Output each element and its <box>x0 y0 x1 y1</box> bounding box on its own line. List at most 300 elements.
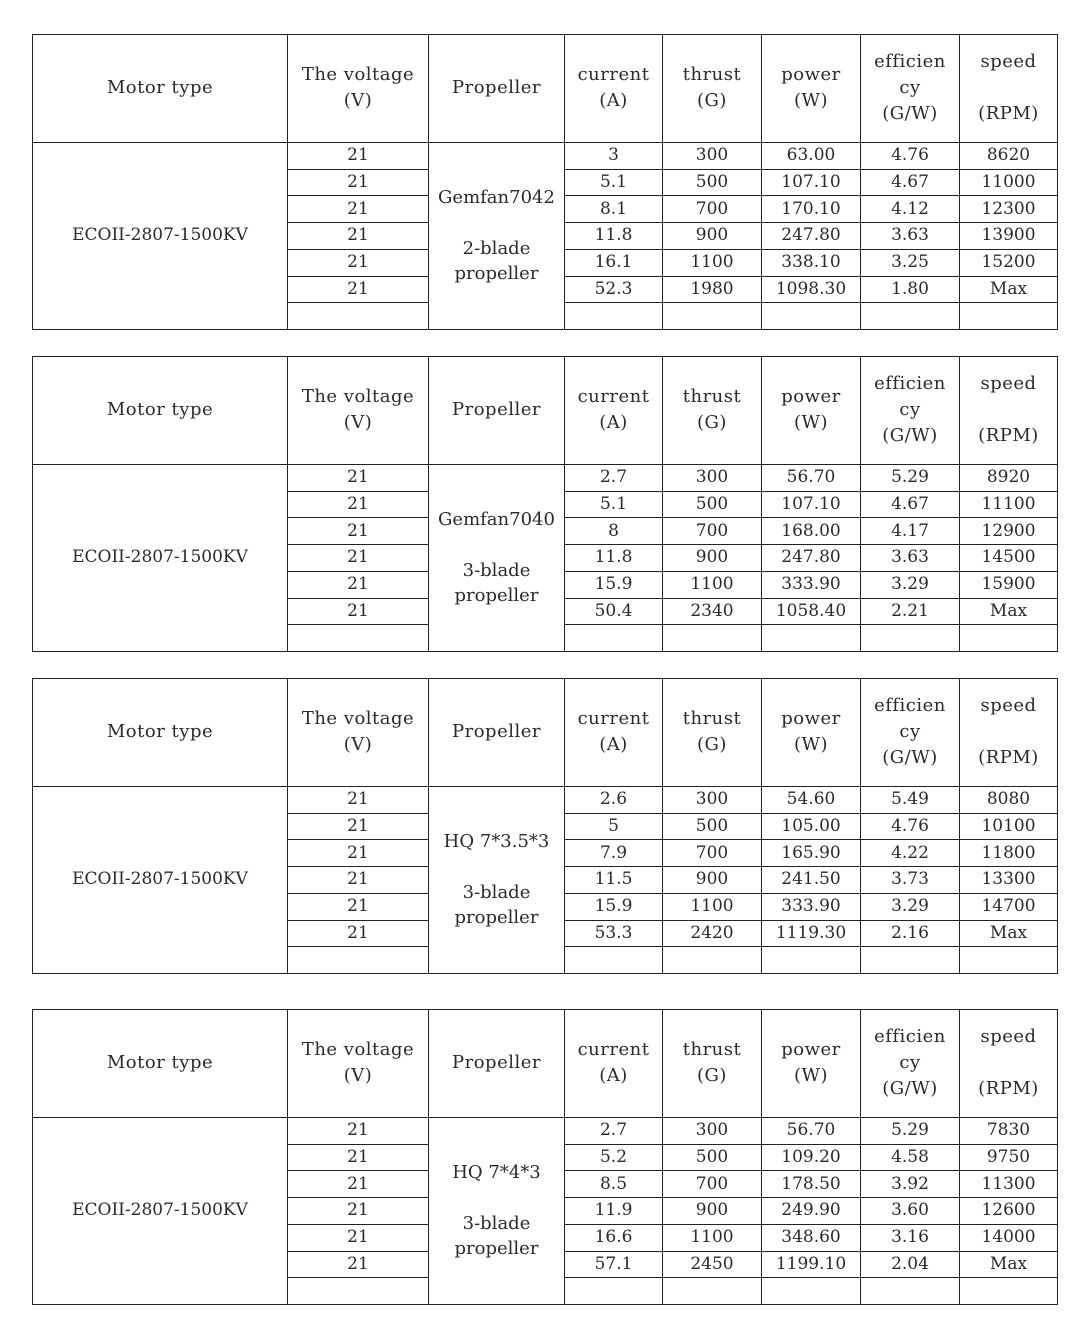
efficiency-cell: 3.73 <box>861 867 960 894</box>
header-text-line: (A) <box>599 90 628 112</box>
speed-cell: 10100 <box>960 813 1058 840</box>
power-cell: 338.10 <box>762 249 861 276</box>
header-current <box>565 679 663 787</box>
table-row <box>33 786 1058 813</box>
current-cell <box>565 625 663 652</box>
thrust-cell: 500 <box>663 169 762 196</box>
header-text-line: thrust <box>682 1039 742 1061</box>
thrust-cell: 1100 <box>663 893 762 920</box>
speed-cell: Max <box>960 598 1058 625</box>
speed-cell: 11000 <box>960 169 1058 196</box>
efficiency-cell <box>861 947 960 974</box>
header-power <box>762 357 861 465</box>
voltage-cell: 21 <box>288 1171 429 1198</box>
thrust-cell: 700 <box>663 196 762 223</box>
thrust-cell: 2340 <box>663 598 762 625</box>
header-efficiency <box>861 679 960 787</box>
thrust-cell: 900 <box>663 545 762 572</box>
header-motor-type <box>33 1010 288 1118</box>
efficiency-cell: 4.76 <box>861 142 960 169</box>
power-cell: 1098.30 <box>762 276 861 303</box>
table-row <box>33 142 1058 169</box>
efficiency-cell: 3.29 <box>861 893 960 920</box>
speed-cell <box>960 303 1058 330</box>
current-cell: 8 <box>565 518 663 545</box>
header-power <box>762 35 861 143</box>
header-propeller <box>429 1010 565 1118</box>
current-cell: 3 <box>565 142 663 169</box>
header-text-line: speed <box>980 1026 1037 1048</box>
power-cell: 54.60 <box>762 786 861 813</box>
speed-cell: 13300 <box>960 867 1058 894</box>
header-voltage <box>288 679 429 787</box>
current-cell: 57.1 <box>565 1251 663 1278</box>
power-cell: 247.80 <box>762 545 861 572</box>
header-text-line: thrust <box>682 386 742 408</box>
header-text-line: Motor type <box>106 77 214 99</box>
header-propeller <box>429 357 565 465</box>
header-text-line: current <box>577 1039 650 1061</box>
voltage-cell: 21 <box>288 249 429 276</box>
thrust-cell <box>663 303 762 330</box>
power-cell: 165.90 <box>762 840 861 867</box>
power-cell: 247.80 <box>762 223 861 250</box>
header-text-line: (G/W) <box>882 747 938 769</box>
power-cell: 109.20 <box>762 1144 861 1171</box>
header-text-line: (W) <box>793 1065 829 1087</box>
current-cell: 5 <box>565 813 663 840</box>
table-header-row <box>33 679 1058 787</box>
power-cell <box>762 947 861 974</box>
header-text-line: power <box>781 1039 841 1061</box>
voltage-cell: 21 <box>288 1224 429 1251</box>
header-text-line: (G) <box>697 90 727 112</box>
header-current <box>565 1010 663 1118</box>
efficiency-cell: 4.67 <box>861 169 960 196</box>
propeller-blade-count: 3-blade <box>462 560 531 582</box>
speed-cell: 9750 <box>960 1144 1058 1171</box>
propeller-name: HQ 7*3.5*3 <box>443 831 550 853</box>
header-text-line: current <box>577 64 650 86</box>
header-text-line: Propeller <box>452 721 541 743</box>
header-text-line: (V) <box>343 90 373 112</box>
header-text-line: (RPM) <box>978 103 1039 125</box>
motor-test-table <box>32 678 1058 974</box>
power-cell: 333.90 <box>762 893 861 920</box>
speed-cell: 14000 <box>960 1224 1058 1251</box>
propeller-type-label: propeller <box>454 263 539 285</box>
current-cell: 5.1 <box>565 491 663 518</box>
propeller-type-label: propeller <box>454 585 539 607</box>
power-cell <box>762 1278 861 1305</box>
speed-cell: 12600 <box>960 1198 1058 1225</box>
power-cell: 348.60 <box>762 1224 861 1251</box>
header-text-line: efficien <box>874 373 946 395</box>
efficiency-cell: 3.29 <box>861 571 960 598</box>
header-speed <box>960 357 1058 465</box>
header-text-line: (V) <box>343 734 373 756</box>
header-text-line: The voltage <box>301 386 415 408</box>
voltage-cell: 21 <box>288 545 429 572</box>
thrust-cell: 500 <box>663 1144 762 1171</box>
header-text-line: (G/W) <box>882 103 938 125</box>
current-cell: 7.9 <box>565 840 663 867</box>
header-text-line: (A) <box>599 1065 628 1087</box>
efficiency-cell: 4.58 <box>861 1144 960 1171</box>
thrust-cell: 300 <box>663 464 762 491</box>
header-text-line: Motor type <box>106 721 214 743</box>
table-header-row <box>33 1010 1058 1118</box>
speed-cell: 8080 <box>960 786 1058 813</box>
header-text-line: efficien <box>874 1026 946 1048</box>
header-text-line: thrust <box>682 64 742 86</box>
header-text-line <box>960 75 1057 101</box>
thrust-cell: 700 <box>663 518 762 545</box>
speed-cell: 15200 <box>960 249 1058 276</box>
header-power <box>762 679 861 787</box>
voltage-cell: 21 <box>288 598 429 625</box>
propeller-type-label: propeller <box>454 1238 539 1260</box>
power-cell: 107.10 <box>762 169 861 196</box>
current-cell: 2.6 <box>565 786 663 813</box>
thrust-cell: 900 <box>663 1198 762 1225</box>
efficiency-cell: 2.04 <box>861 1251 960 1278</box>
propeller-cell <box>429 464 565 651</box>
thrust-cell <box>663 1278 762 1305</box>
table-row <box>33 1117 1058 1144</box>
header-text-line: current <box>577 386 650 408</box>
power-cell: 107.10 <box>762 491 861 518</box>
propeller-spacer <box>429 210 564 236</box>
propeller-spacer <box>429 854 564 880</box>
header-text-line: (W) <box>793 90 829 112</box>
power-cell: 63.00 <box>762 142 861 169</box>
header-power <box>762 1010 861 1118</box>
header-text-line: Motor type <box>106 399 214 421</box>
header-text-line: (G) <box>697 1065 727 1087</box>
header-text-line: cy <box>899 721 921 743</box>
header-text-line: cy <box>899 1052 921 1074</box>
header-thrust <box>663 1010 762 1118</box>
efficiency-cell: 3.16 <box>861 1224 960 1251</box>
thrust-cell: 900 <box>663 223 762 250</box>
speed-cell: 15900 <box>960 571 1058 598</box>
current-cell: 2.7 <box>565 464 663 491</box>
speed-cell <box>960 625 1058 652</box>
header-text-line: The voltage <box>301 708 415 730</box>
header-speed <box>960 35 1058 143</box>
propeller-cell <box>429 786 565 973</box>
current-cell: 15.9 <box>565 893 663 920</box>
header-text-line: power <box>781 64 841 86</box>
voltage-cell: 21 <box>288 491 429 518</box>
thrust-cell: 500 <box>663 491 762 518</box>
header-text-line: Propeller <box>452 399 541 421</box>
efficiency-cell: 5.29 <box>861 1117 960 1144</box>
header-voltage <box>288 35 429 143</box>
speed-cell: 11800 <box>960 840 1058 867</box>
thrust-cell: 300 <box>663 786 762 813</box>
header-text-line: speed <box>980 695 1037 717</box>
efficiency-cell: 4.12 <box>861 196 960 223</box>
speed-cell: 12300 <box>960 196 1058 223</box>
header-motor-type <box>33 679 288 787</box>
efficiency-cell: 3.63 <box>861 545 960 572</box>
power-cell: 105.00 <box>762 813 861 840</box>
header-efficiency <box>861 357 960 465</box>
propeller-name: Gemfan7040 <box>438 509 555 531</box>
header-text-line: (V) <box>343 412 373 434</box>
header-text-line: efficien <box>874 51 946 73</box>
thrust-cell: 700 <box>663 840 762 867</box>
header-text-line: (W) <box>793 734 829 756</box>
efficiency-cell: 3.63 <box>861 223 960 250</box>
current-cell <box>565 947 663 974</box>
header-text-line: The voltage <box>301 64 415 86</box>
header-propeller <box>429 679 565 787</box>
current-cell: 5.1 <box>565 169 663 196</box>
propeller-cell <box>429 1117 565 1304</box>
power-cell: 170.10 <box>762 196 861 223</box>
header-text-line: power <box>781 386 841 408</box>
table-header-row <box>33 35 1058 143</box>
voltage-cell: 21 <box>288 518 429 545</box>
voltage-cell <box>288 303 429 330</box>
power-cell: 178.50 <box>762 1171 861 1198</box>
voltage-cell <box>288 625 429 652</box>
motor-type-cell: ECOII-2807-1500KV <box>33 786 288 973</box>
current-cell: 53.3 <box>565 920 663 947</box>
thrust-cell <box>663 625 762 652</box>
voltage-cell <box>288 1278 429 1305</box>
current-cell: 16.1 <box>565 249 663 276</box>
table-header-row <box>33 357 1058 465</box>
header-propeller <box>429 35 565 143</box>
voltage-cell: 21 <box>288 276 429 303</box>
header-current <box>565 357 663 465</box>
speed-cell: Max <box>960 276 1058 303</box>
header-text-line: Motor type <box>106 1052 214 1074</box>
voltage-cell <box>288 947 429 974</box>
current-cell: 11.8 <box>565 223 663 250</box>
thrust-cell: 2450 <box>663 1251 762 1278</box>
current-cell: 50.4 <box>565 598 663 625</box>
header-text-line <box>960 397 1057 423</box>
voltage-cell: 21 <box>288 1117 429 1144</box>
header-text-line: (G/W) <box>882 1078 938 1100</box>
voltage-cell: 21 <box>288 223 429 250</box>
efficiency-cell <box>861 303 960 330</box>
propeller-spacer <box>429 1185 564 1211</box>
power-cell: 1119.30 <box>762 920 861 947</box>
propeller-spacer <box>429 532 564 558</box>
current-cell: 5.2 <box>565 1144 663 1171</box>
header-text-line: cy <box>899 77 921 99</box>
current-cell: 11.9 <box>565 1198 663 1225</box>
power-cell <box>762 625 861 652</box>
voltage-cell: 21 <box>288 196 429 223</box>
thrust-cell: 300 <box>663 142 762 169</box>
header-speed <box>960 1010 1058 1118</box>
voltage-cell: 21 <box>288 169 429 196</box>
current-cell: 52.3 <box>565 276 663 303</box>
thrust-cell: 2420 <box>663 920 762 947</box>
header-current <box>565 35 663 143</box>
efficiency-cell: 3.92 <box>861 1171 960 1198</box>
motor-test-table <box>32 1009 1058 1305</box>
voltage-cell: 21 <box>288 867 429 894</box>
efficiency-cell: 5.49 <box>861 786 960 813</box>
header-motor-type <box>33 357 288 465</box>
header-efficiency <box>861 1010 960 1118</box>
header-text-line: Propeller <box>452 1052 541 1074</box>
header-text-line: (G) <box>697 734 727 756</box>
thrust-cell: 500 <box>663 813 762 840</box>
thrust-cell: 700 <box>663 1171 762 1198</box>
speed-cell: 8620 <box>960 142 1058 169</box>
voltage-cell: 21 <box>288 920 429 947</box>
header-text-line: (RPM) <box>978 425 1039 447</box>
voltage-cell: 21 <box>288 1198 429 1225</box>
header-speed <box>960 679 1058 787</box>
motor-test-table <box>32 34 1058 330</box>
propeller-type-label: propeller <box>454 907 539 929</box>
propeller-name: Gemfan7042 <box>438 187 555 209</box>
propeller-name: HQ 7*4*3 <box>452 1162 541 1184</box>
motor-type-cell: ECOII-2807-1500KV <box>33 464 288 651</box>
motor-test-table <box>32 356 1058 652</box>
header-text-line: Propeller <box>452 77 541 99</box>
header-text-line: efficien <box>874 695 946 717</box>
current-cell: 15.9 <box>565 571 663 598</box>
speed-cell: Max <box>960 1251 1058 1278</box>
header-text-line: current <box>577 708 650 730</box>
speed-cell <box>960 1278 1058 1305</box>
power-cell: 1058.40 <box>762 598 861 625</box>
header-efficiency <box>861 35 960 143</box>
propeller-blade-count: 2-blade <box>462 238 531 260</box>
speed-cell: 11300 <box>960 1171 1058 1198</box>
voltage-cell: 21 <box>288 1144 429 1171</box>
motor-type-cell: ECOII-2807-1500KV <box>33 1117 288 1304</box>
speed-cell: 8920 <box>960 464 1058 491</box>
power-cell: 1199.10 <box>762 1251 861 1278</box>
power-cell: 56.70 <box>762 464 861 491</box>
efficiency-cell: 5.29 <box>861 464 960 491</box>
power-cell: 249.90 <box>762 1198 861 1225</box>
voltage-cell: 21 <box>288 893 429 920</box>
efficiency-cell: 1.80 <box>861 276 960 303</box>
thrust-cell: 1100 <box>663 1224 762 1251</box>
thrust-cell: 1100 <box>663 249 762 276</box>
propeller-blade-count: 3-blade <box>462 1213 531 1235</box>
efficiency-cell: 4.17 <box>861 518 960 545</box>
thrust-cell: 1100 <box>663 571 762 598</box>
power-cell: 333.90 <box>762 571 861 598</box>
header-text-line: (G) <box>697 412 727 434</box>
speed-cell: 12900 <box>960 518 1058 545</box>
propeller-cell <box>429 142 565 329</box>
header-text-line: speed <box>980 51 1037 73</box>
efficiency-cell: 4.22 <box>861 840 960 867</box>
efficiency-cell: 4.67 <box>861 491 960 518</box>
header-text-line: speed <box>980 373 1037 395</box>
header-voltage <box>288 1010 429 1118</box>
efficiency-cell: 2.16 <box>861 920 960 947</box>
efficiency-cell: 3.25 <box>861 249 960 276</box>
header-thrust <box>663 679 762 787</box>
power-cell: 241.50 <box>762 867 861 894</box>
current-cell: 8.1 <box>565 196 663 223</box>
current-cell <box>565 303 663 330</box>
header-text-line: (V) <box>343 1065 373 1087</box>
voltage-cell: 21 <box>288 840 429 867</box>
speed-cell: 13900 <box>960 223 1058 250</box>
header-text-line: (W) <box>793 412 829 434</box>
header-text-line <box>960 719 1057 745</box>
voltage-cell: 21 <box>288 571 429 598</box>
header-text-line: (G/W) <box>882 425 938 447</box>
speed-cell: Max <box>960 920 1058 947</box>
header-text-line: The voltage <box>301 1039 415 1061</box>
header-text-line <box>960 1050 1057 1076</box>
power-cell <box>762 303 861 330</box>
current-cell: 2.7 <box>565 1117 663 1144</box>
current-cell: 11.8 <box>565 545 663 572</box>
thrust-cell: 1980 <box>663 276 762 303</box>
propeller-blade-count: 3-blade <box>462 882 531 904</box>
header-text-line: thrust <box>682 708 742 730</box>
voltage-cell: 21 <box>288 142 429 169</box>
voltage-cell: 21 <box>288 786 429 813</box>
thrust-cell: 300 <box>663 1117 762 1144</box>
efficiency-cell <box>861 625 960 652</box>
header-voltage <box>288 357 429 465</box>
power-cell: 168.00 <box>762 518 861 545</box>
header-text-line: power <box>781 708 841 730</box>
efficiency-cell <box>861 1278 960 1305</box>
current-cell: 11.5 <box>565 867 663 894</box>
header-thrust <box>663 35 762 143</box>
speed-cell: 14700 <box>960 893 1058 920</box>
header-text-line: cy <box>899 399 921 421</box>
header-text-line: (A) <box>599 412 628 434</box>
speed-cell: 11100 <box>960 491 1058 518</box>
header-motor-type <box>33 35 288 143</box>
efficiency-cell: 4.76 <box>861 813 960 840</box>
voltage-cell: 21 <box>288 813 429 840</box>
voltage-cell: 21 <box>288 464 429 491</box>
header-text-line: (RPM) <box>978 1078 1039 1100</box>
current-cell: 8.5 <box>565 1171 663 1198</box>
header-text-line: (A) <box>599 734 628 756</box>
efficiency-cell: 2.21 <box>861 598 960 625</box>
speed-cell: 14500 <box>960 545 1058 572</box>
header-text-line: (RPM) <box>978 747 1039 769</box>
header-thrust <box>663 357 762 465</box>
motor-type-cell: ECOII-2807-1500KV <box>33 142 288 329</box>
current-cell: 16.6 <box>565 1224 663 1251</box>
speed-cell: 7830 <box>960 1117 1058 1144</box>
table-row <box>33 464 1058 491</box>
speed-cell <box>960 947 1058 974</box>
voltage-cell: 21 <box>288 1251 429 1278</box>
efficiency-cell: 3.60 <box>861 1198 960 1225</box>
current-cell <box>565 1278 663 1305</box>
thrust-cell: 900 <box>663 867 762 894</box>
power-cell: 56.70 <box>762 1117 861 1144</box>
thrust-cell <box>663 947 762 974</box>
